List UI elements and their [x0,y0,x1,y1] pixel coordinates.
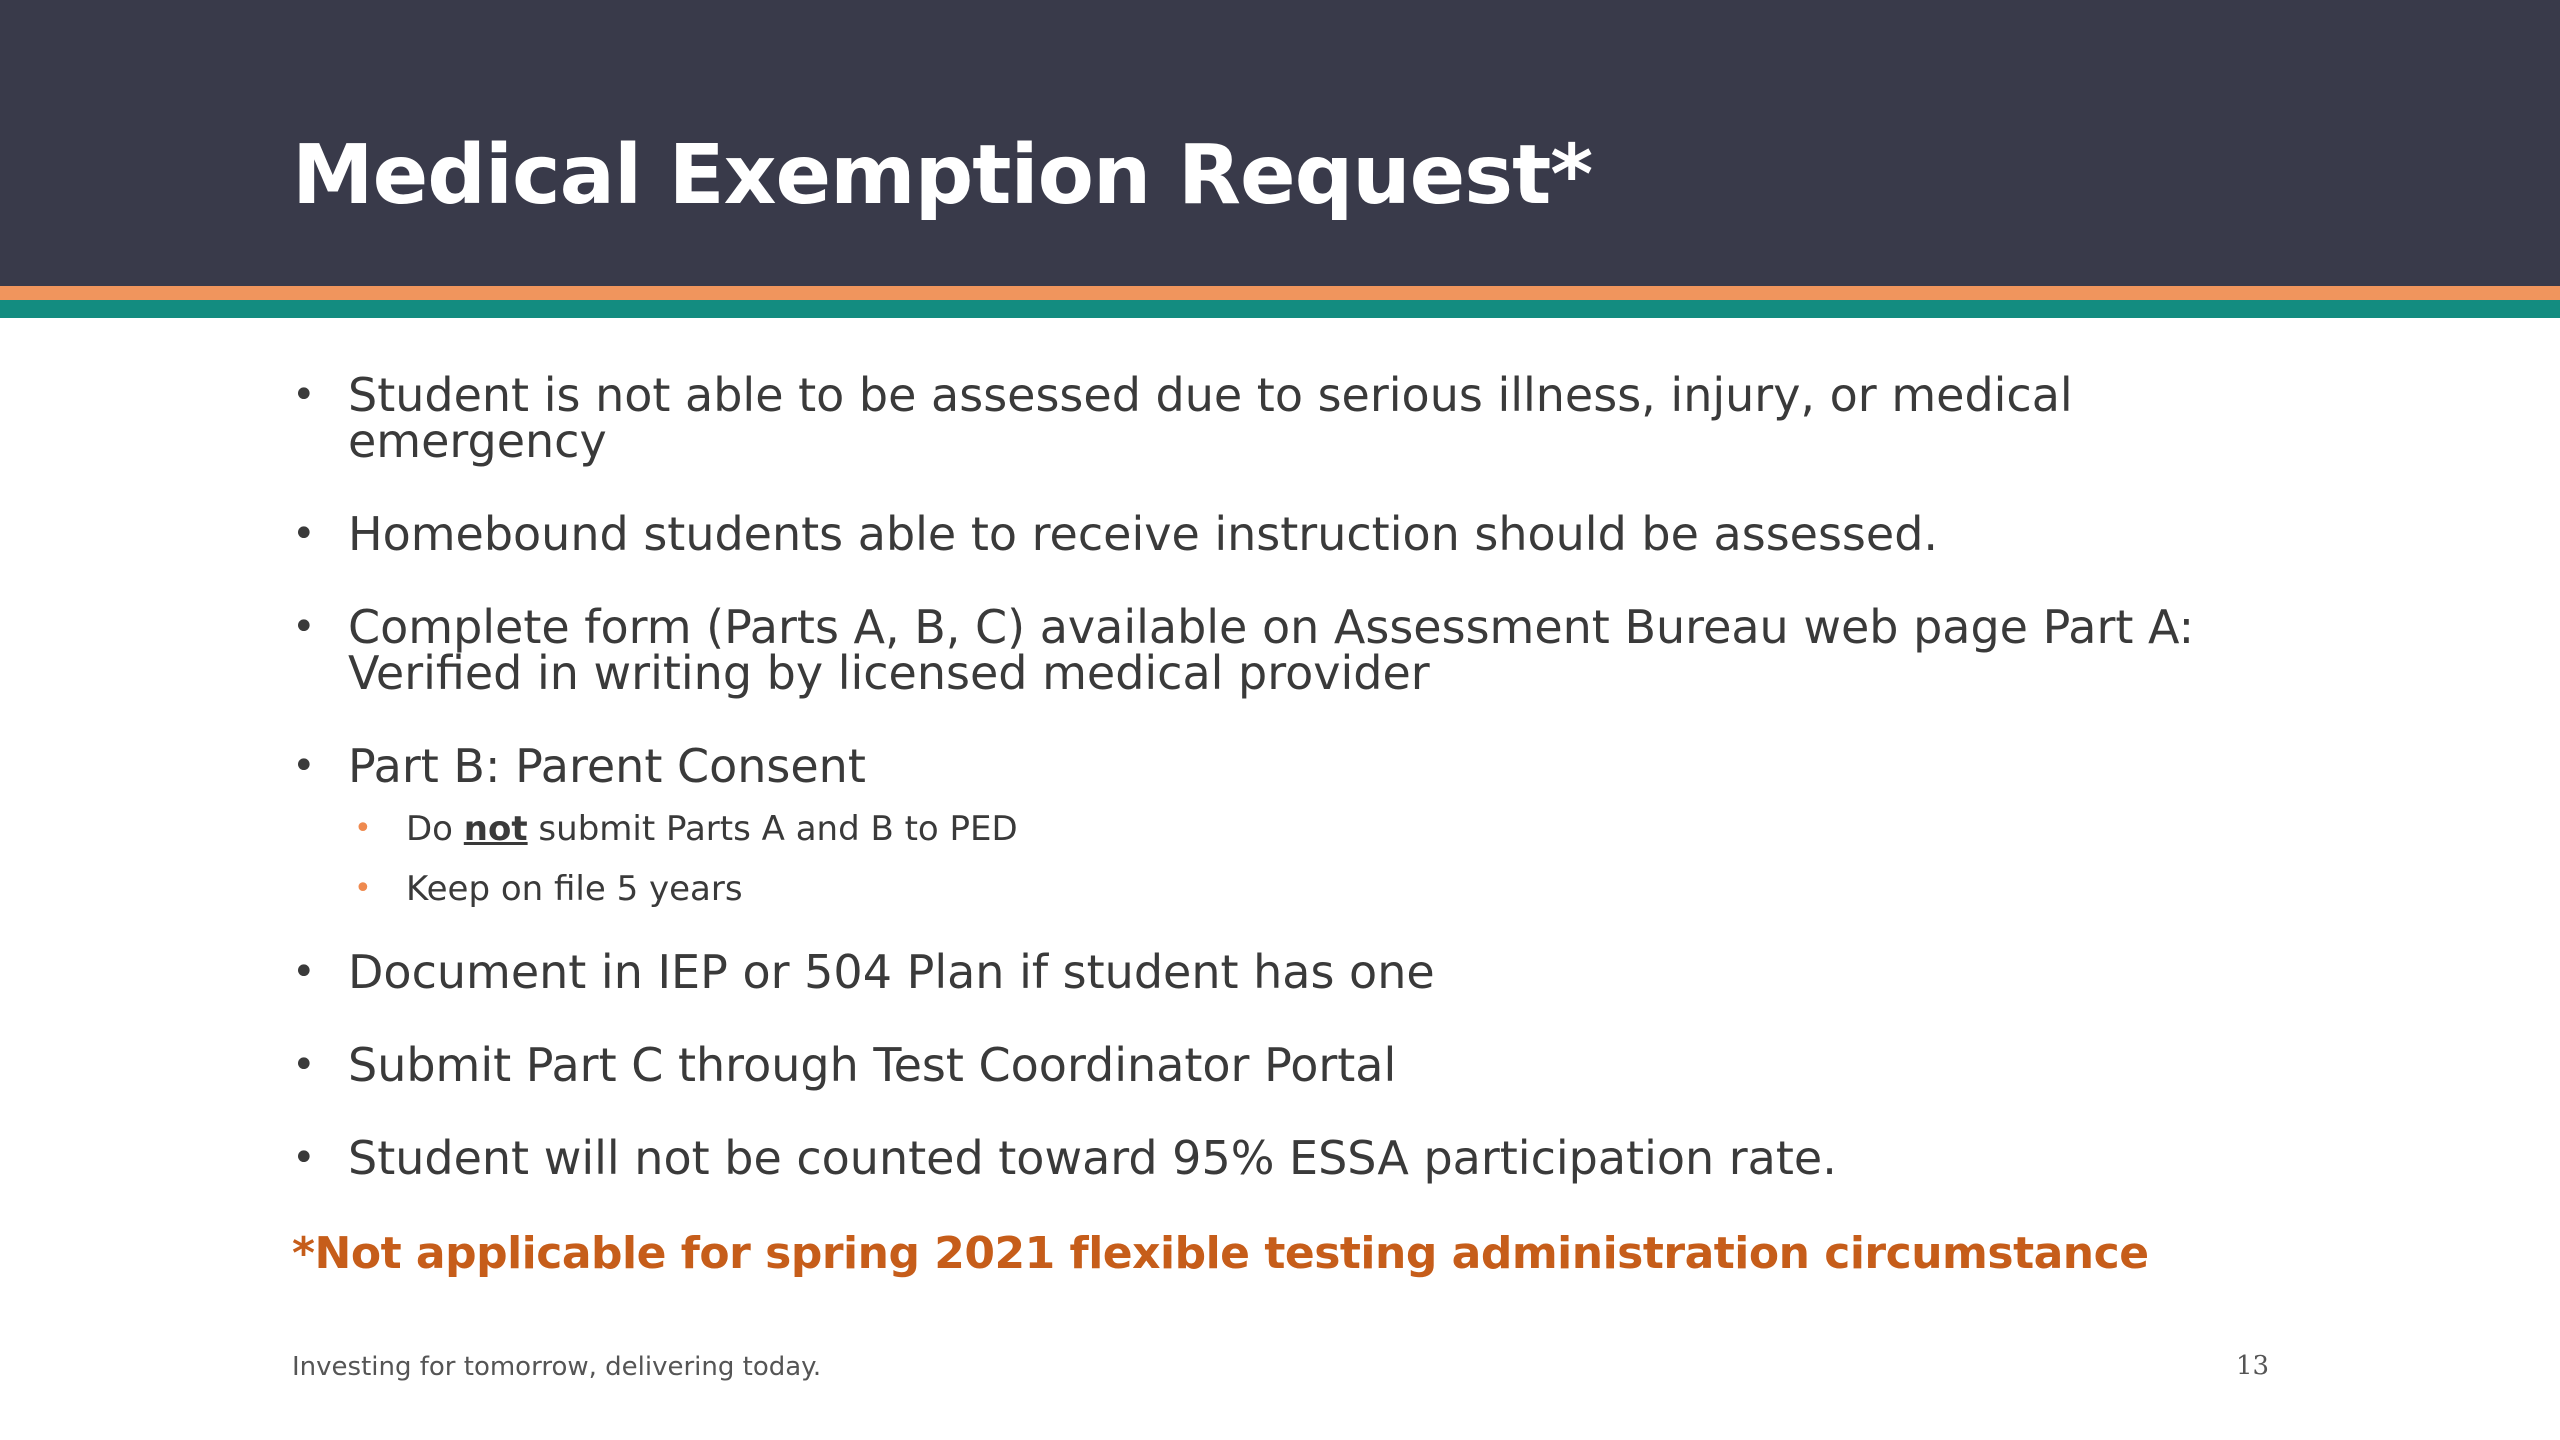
orange-accent-stripe [0,286,2560,300]
sub-bullet-item [292,809,2292,849]
bullet-dot-icon: • [292,511,316,557]
bullet-list-continued [292,945,2292,1185]
bullet-dot-icon: • [292,604,316,650]
sub-bullet-item [292,869,2292,909]
bullet-item [292,600,2292,700]
sub-bullet-text-before: Do [406,809,464,849]
sub-bullet-dot-icon: • [354,811,372,846]
sub-bullet-emphasis: not [463,809,528,849]
bullet-text: Submit Part C through Test Coordinator Portal [348,1038,1397,1092]
bullet-text: Student is not able to be assessed due to serious illness, injury, or medical emergency [348,368,2073,468]
page-number: 13 [2236,1351,2270,1381]
sub-bullet-text: Keep on file 5 years [406,869,743,909]
bullet-item [292,507,2292,561]
slide-content [292,368,2292,1279]
sub-bullet-text-after: submit Parts A and B to PED [527,809,1018,849]
bullet-item [292,368,2292,468]
bullet-text: Complete form (Parts A, B, C) available on Assessment Bureau web page Part A: Verified in writing by licensed medical provider [348,600,2195,700]
bullet-dot-icon: • [292,949,316,995]
bullet-item [292,945,2292,999]
sub-bullet-list [292,809,2292,909]
footer-tagline: Investing for tomorrow, delivering today. [292,1352,822,1382]
footnote: *Not applicable for spring 2021 flexible testing administration circumstance [292,1228,2149,1279]
bullet-text: Document in IEP or 504 Plan if student has one [348,945,1435,999]
bullet-item [292,739,2292,793]
bullet-text: Homebound students able to receive instruction should be assessed. [348,507,1939,561]
bullet-text: Part B: Parent Consent [348,739,866,793]
bullet-dot-icon: • [292,743,316,789]
bullet-item [292,1131,2292,1185]
sub-bullet-dot-icon: • [354,871,372,906]
bullet-item [292,1038,2292,1092]
bullet-list [292,368,2292,793]
bullet-dot-icon: • [292,1042,316,1088]
teal-accent-stripe [0,300,2560,318]
bullet-dot-icon: • [292,1135,316,1181]
slide-title: Medical Exemption Request* [292,128,1593,223]
bullet-dot-icon: • [292,372,316,418]
bullet-text: Student will not be counted toward 95% ESSA participation rate. [348,1131,1837,1185]
